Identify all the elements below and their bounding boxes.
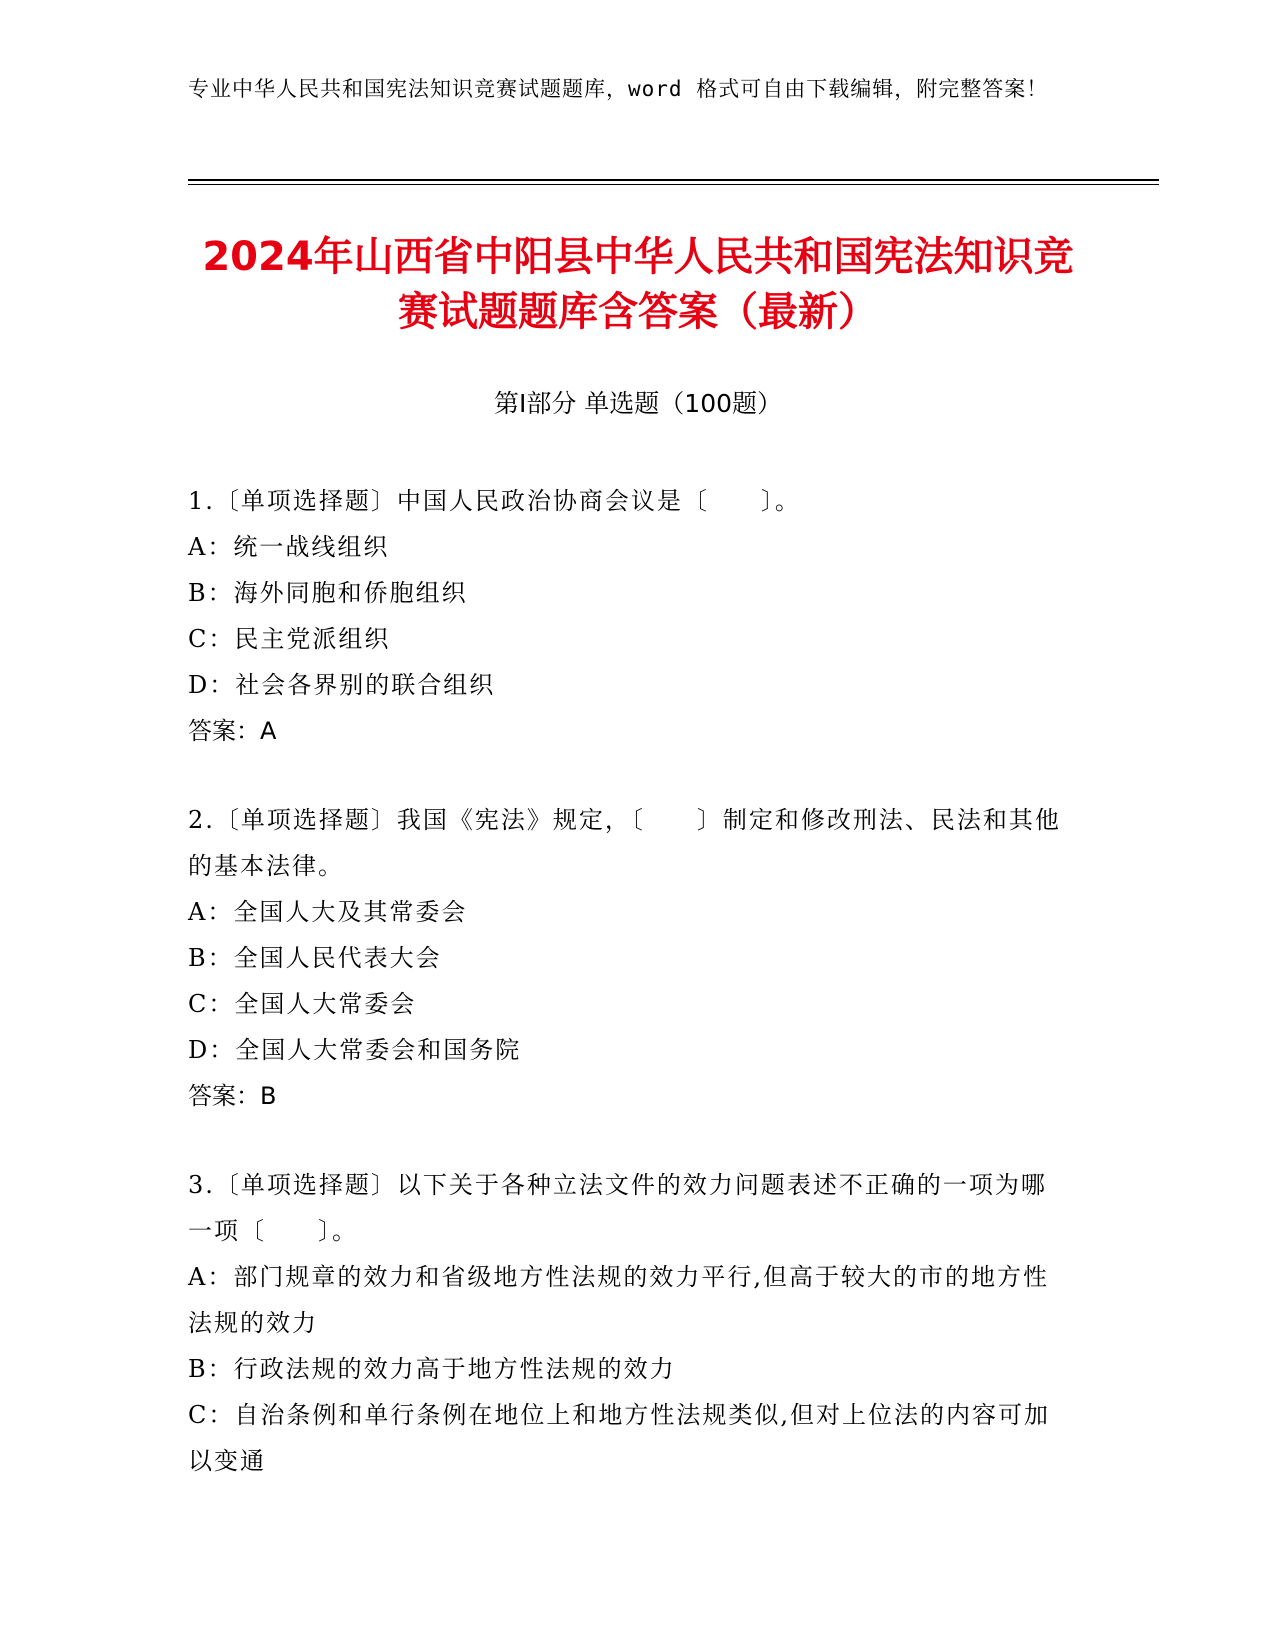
option-c: C：全国人大常委会: [188, 990, 417, 1018]
question-1: [188, 478, 1068, 754]
option-a: A：统一战线组织: [188, 533, 390, 561]
document-title: 2024年山西省中阳县中华人民共和国宪法知识竞赛试题题库含答案（最新）: [202, 234, 1074, 335]
option-d: D：社会各界别的联合组织: [188, 671, 496, 699]
option-d: D：全国人大常委会和国务院: [188, 1036, 522, 1064]
option-a: A：全国人大及其常委会: [188, 898, 468, 926]
question-stem: 2.〔单项选择题〕我国《宪法》规定，〔 〕制定和修改刑法、民法和其他的基本法律。: [188, 806, 1061, 880]
option-c: C：自治条例和单行条例在地位上和地方性法规类似,但对上位法的内容可加以变通: [188, 1401, 1050, 1475]
option-b: B：行政法规的效力高于地方性法规的效力: [188, 1355, 676, 1383]
option-b: B：全国人民代表大会: [188, 944, 442, 972]
section-title: 第Ⅰ部分 单选题（100题）: [493, 389, 783, 418]
question-2: [188, 797, 1068, 1119]
header-note: 专业中华人民共和国宪法知识竞赛试题题库，word 格式可自由下载编辑，附完整答案！: [188, 77, 1049, 101]
option-b: B：海外同胞和侨胞组织: [188, 579, 468, 607]
header-rule-thin: [188, 184, 1159, 185]
header-rule-thick: [188, 179, 1159, 181]
answer-label: 答案：A: [188, 717, 277, 745]
question-3: [188, 1162, 1068, 1484]
question-stem: 3.〔单项选择题〕以下关于各种立法文件的效力问题表述不正确的一项为哪一项〔 〕。: [188, 1171, 1047, 1245]
question-list: [188, 478, 1068, 1527]
option-c: C：民主党派组织: [188, 625, 391, 653]
option-a: A：部门规章的效力和省级地方性法规的效力平行,但高于较大的市的地方性法规的效力: [188, 1263, 1049, 1337]
answer-label: 答案：B: [188, 1082, 277, 1110]
question-stem: 1.〔单项选择题〕中国人民政治协商会议是〔 〕。: [188, 487, 801, 515]
